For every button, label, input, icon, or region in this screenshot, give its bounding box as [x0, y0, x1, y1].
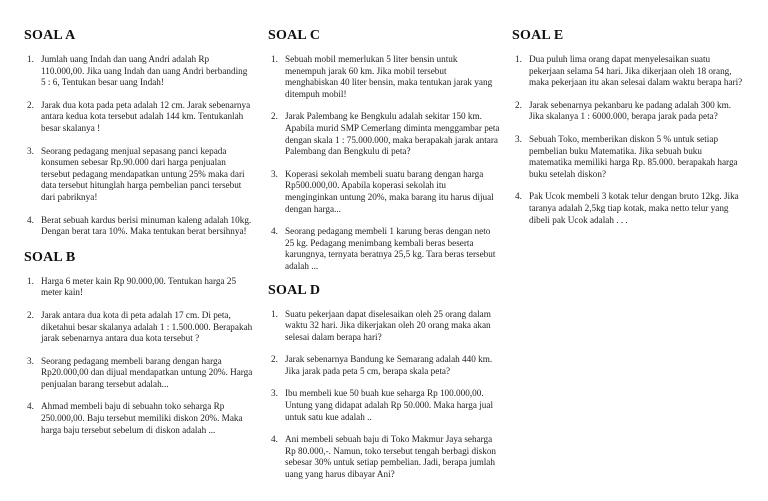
- question-item: [268, 169, 500, 215]
- question-item: [268, 54, 500, 100]
- question-number: 4.: [27, 401, 34, 412]
- question-item: [24, 310, 254, 345]
- question-list-e: [512, 54, 744, 226]
- section-title-a: SOAL A: [24, 28, 76, 43]
- question-number: 3.: [27, 145, 34, 156]
- question-item: [512, 54, 744, 89]
- question-item: [268, 354, 500, 377]
- question-text: Berat sebuah kardus berisi minuman kaleng adalah 10kg. Dengan berat tara 10%. Maka tentukan berat bersihnya!: [41, 214, 252, 237]
- question-list-b: [24, 276, 254, 437]
- question-item: [268, 434, 500, 480]
- question-number: 3.: [27, 355, 34, 366]
- question-number: 2.: [27, 99, 34, 110]
- section-title-e: SOAL E: [512, 28, 564, 43]
- question-number: 1.: [515, 54, 522, 64]
- section-soal-a: [24, 28, 254, 238]
- question-text: Ani membeli sebuah baju di Toko Makmur Jaya seharga Rp 80.000,-. Namun, toko tersebut tengah berbagi diskon sebesar 30% untuk setiap pembelian. Jadi, berapa jumlah uang yang harus dibayar Ani?: [285, 434, 497, 480]
- question-number: 2.: [515, 99, 522, 110]
- question-text: Seorang pedagang menjual sepasang panci kepada konsumen sebesar Rp.90.000 dari harga penjualan tersebut pedagang mendapatkan untung 25% maka dari data tersebut hitunglah harga pembelian panci tersebut dari pabriknya!: [41, 145, 245, 202]
- question-item: [24, 215, 254, 238]
- question-number: 1.: [271, 54, 278, 64]
- question-item: [268, 111, 500, 157]
- question-item: [24, 54, 254, 89]
- question-number: 1.: [271, 308, 278, 319]
- question-item: [512, 134, 744, 180]
- question-text: Sebuah Toko, memberikan diskon 5 % untuk setiap pembelian buku Matematika. Jika sebuah buku matematika memiliki harga Rp. 85.000. berapakah harga buku setelah diskon?: [529, 133, 738, 179]
- question-number: 1.: [27, 275, 34, 286]
- section-soal-d: [268, 283, 500, 481]
- column-middle: [268, 28, 500, 493]
- question-item: [268, 226, 500, 272]
- question-text: Pak Ucok membeli 3 kotak telur dengan bruto 12kg. Jika taranya adalah 2,5kg tiap kotak, maka netto telur yang dibeli pak Ucok adalah . . .: [529, 191, 739, 225]
- question-text: Seorang pedagang membeli 1 karung beras dengan neto 25 kg. Pedagang menimbang kembali beras beserta karungnya, ternyata beratnya 25,5 kg. Tara beras tersebut adalah ...: [285, 226, 496, 271]
- section-title-d: SOAL D: [268, 282, 321, 298]
- section-soal-c: [268, 28, 500, 273]
- section-title-b: SOAL B: [24, 249, 76, 265]
- question-text: Sebuah mobil memerlukan 5 liter bensin untuk menempuh jarak 60 km. Jika mobil tersebut menghabiskan 40 liter bensin, maka tentukan jarak yang ditempuh mobil!: [285, 54, 493, 99]
- question-text: Ibu membeli kue 50 buah kue seharga Rp 100.000,00. Untung yang didapat adalah Rp 50.000. Maka harga jual untuk satu kue adalah ..: [285, 388, 494, 422]
- question-text: Jumlah uang Indah dan uang Andri adalah Rp 110.000,00. Jika uang Indah dan uang Andri berbanding 5 : 6, Tentukan besar uang Indah!: [41, 54, 248, 88]
- question-text: Jarak sebenarnya Bandung ke Semarang adalah 440 km. Jika jarak pada peta 5 cm, berapa skala peta?: [285, 354, 493, 376]
- question-number: 4.: [271, 434, 278, 445]
- question-number: 3.: [271, 168, 278, 179]
- question-item: [24, 356, 254, 391]
- question-number: 4.: [27, 214, 34, 225]
- question-item: [268, 309, 500, 344]
- section-title-c: SOAL C: [268, 28, 321, 43]
- question-item: [512, 100, 744, 123]
- question-item: [24, 100, 254, 135]
- question-text: Suatu pekerjaan dapat diselesaikan oleh 25 orang dalam waktu 32 hari. Jika dikerjakan oleh 20 orang maka akan selesai dalam berapa hari?: [285, 308, 491, 342]
- question-number: 2.: [27, 309, 34, 320]
- question-number: 2.: [271, 354, 278, 365]
- question-number: 3.: [515, 133, 522, 144]
- column-right: [512, 28, 744, 238]
- question-text: Ahmad membeli baju di sebuahn toko seharga Rp 250.000,00. Baju tersebut memiliki diskon 20%. Maka harga baju tersebut sebelum di diskon adalah ...: [41, 401, 243, 435]
- question-list-c: [268, 54, 500, 273]
- question-text: Jarak sebenarnya pekanbaru ke padang adalah 300 km. Jika skalanya 1 : 6000.000, berapa jarak pada peta?: [529, 99, 732, 122]
- question-text: Dua puluh lima orang dapat menyelesaikan suatu pekerjaan selama 54 hari. Jika dikerjaan oleh 18 orang, maka pekerjaan itu akan selesai dalam waktu berapa hari?: [529, 54, 743, 88]
- question-list-a: [24, 54, 254, 238]
- question-text: Seorang pedagang membeli barang dengan harga Rp20.000,00 dan dijual mendapatkan untung 20%. Harga penjualan barang tersebut adalah...: [41, 355, 253, 389]
- question-number: 1.: [27, 54, 34, 64]
- column-left: [24, 28, 254, 448]
- question-item: [268, 388, 500, 423]
- question-text: Jarak dua kota pada peta adalah 12 cm. Jarak sebenarnya antara kedua kota tersebut adalah 144 km. Tentukanlah besar skalanya !: [41, 99, 251, 133]
- question-item: [24, 401, 254, 436]
- question-text: Harga 6 meter kain Rp 90.000,00. Tentukan harga 25 meter kain!: [41, 275, 237, 298]
- question-number: 3.: [271, 388, 278, 399]
- question-item: [512, 191, 744, 226]
- question-item: [24, 276, 254, 299]
- question-number: 2.: [271, 111, 278, 122]
- section-soal-e: [512, 28, 744, 226]
- question-number: 4.: [271, 226, 278, 237]
- question-list-d: [268, 309, 500, 481]
- question-item: [24, 146, 254, 204]
- question-text: Jarak Palembang ke Bengkulu adalah sekitar 150 km. Apabila murid SMP Cemerlang diminta menggambar peta dengan skala 1 : 75.000.000, maka berapakah jarak antara Palembang dan Bengkulu di peta?: [285, 111, 500, 157]
- section-soal-b: [24, 250, 254, 437]
- question-text: Koperasi sekolah membeli suatu barang dengan harga Rp500.000,00. Apabila koperasi sekolah itu menginginkan untung 20%, maka barang itu harus dijual dengan harga...: [285, 168, 494, 214]
- question-text: Jarak antara dua kota di peta adalah 17 cm. Di peta, diketahui besar skalanya adalah 1 : 1.500.000. Berapakah jarak sebenarnya antara dua kota tersebut ?: [41, 309, 253, 344]
- question-number: 4.: [515, 191, 522, 202]
